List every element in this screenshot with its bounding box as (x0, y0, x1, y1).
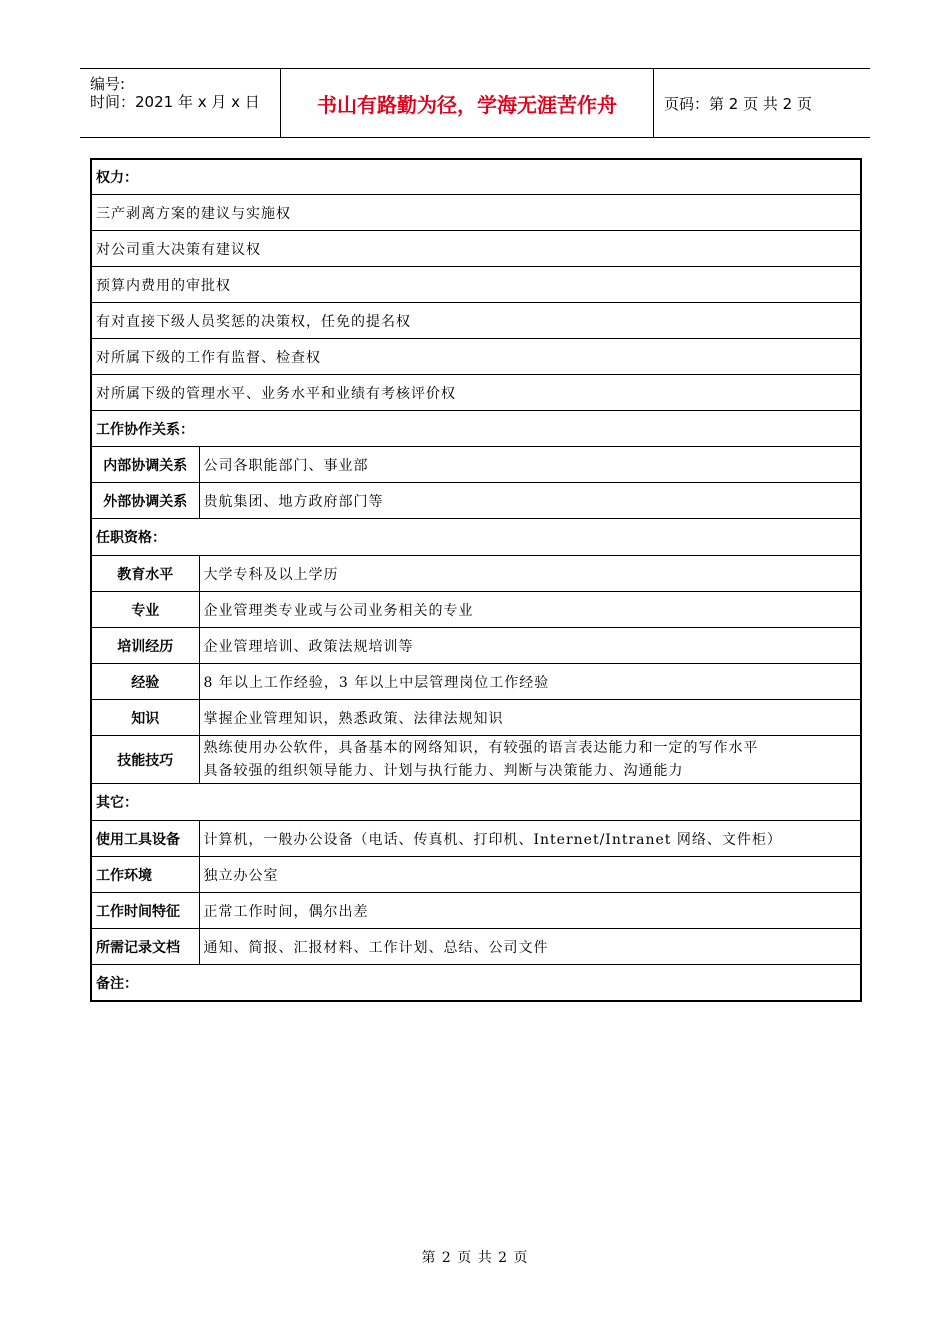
skills-value (199, 736, 861, 784)
section-row-relations (91, 411, 861, 447)
header-motto-cell (280, 69, 654, 137)
document-time-label: 时间：2021 年 x 月 x 日 (90, 93, 260, 111)
page-footer: 第 2 页 共 2 页 (421, 1250, 529, 1266)
qualification-label: 培训经历 (91, 628, 199, 664)
other-label: 使用工具设备 (91, 821, 199, 857)
section-title-qualifications: 任职资格： (91, 519, 861, 556)
skills-label: 技能技巧 (91, 736, 199, 784)
power-item: 三产剥离方案的建议与实施权 (91, 195, 861, 231)
table-row (91, 556, 861, 592)
list-item (91, 303, 861, 339)
document-number-label: 编号: (90, 75, 126, 93)
section-row-other (91, 784, 861, 821)
header-motto: 书山有路勤为径，学海无涯苦作舟 (317, 92, 617, 117)
list-item (91, 339, 861, 375)
other-value: 计算机，一般办公设备（电话、传真机、打印机、Internet/Intranet 网络、文件柜） (199, 821, 861, 857)
list-item (91, 375, 861, 411)
section-title-relations: 工作协作关系： (91, 411, 861, 447)
table-row (91, 736, 861, 784)
qualification-label: 知识 (91, 700, 199, 736)
other-label: 工作时间特征 (91, 893, 199, 929)
section-title-remarks: 备注： (91, 965, 861, 1002)
qualification-value: 掌握企业管理知识，熟悉政策、法律法规知识 (199, 700, 861, 736)
table-row (91, 929, 861, 965)
table-row (91, 628, 861, 664)
qualification-label: 教育水平 (91, 556, 199, 592)
table-row (91, 857, 861, 893)
list-item (91, 267, 861, 303)
list-item (91, 231, 861, 267)
job-description-table (90, 158, 862, 1002)
table-row (91, 592, 861, 628)
power-item: 预算内费用的审批权 (91, 267, 861, 303)
section-title-powers: 权力： (91, 159, 861, 195)
other-value: 独立办公室 (199, 857, 861, 893)
qualification-value: 企业管理类专业或与公司业务相关的专业 (199, 592, 861, 628)
document-header (80, 68, 870, 138)
section-row-qualifications (91, 519, 861, 556)
section-title-other: 其它： (91, 784, 861, 821)
skills-line: 熟练使用办公软件，具备基本的网络知识，有较强的语言表达能力和一定的写作水平 (203, 739, 759, 756)
other-label: 所需记录文档 (91, 929, 199, 965)
other-value: 正常工作时间，偶尔出差 (199, 893, 861, 929)
table-row (91, 664, 861, 700)
section-row-remarks (91, 965, 861, 1002)
relation-value: 贵航集团、地方政府部门等 (199, 483, 861, 519)
other-value: 通知、简报、汇报材料、工作计划、总结、公司文件 (199, 929, 861, 965)
other-label: 工作环境 (91, 857, 199, 893)
table-row (91, 821, 861, 857)
power-item: 对所属下级的工作有监督、检查权 (91, 339, 861, 375)
power-item: 对所属下级的管理水平、业务水平和业绩有考核评价权 (91, 375, 861, 411)
section-row-powers (91, 159, 861, 195)
relation-label: 内部协调关系 (91, 447, 199, 483)
relation-label: 外部协调关系 (91, 483, 199, 519)
page-indicator: 页码：第 2 页 共 2 页 (664, 94, 812, 113)
power-item: 对公司重大决策有建议权 (91, 231, 861, 267)
list-item (91, 195, 861, 231)
table-row (91, 483, 861, 519)
qualification-value: 8 年以上工作经验，3 年以上中层管理岗位工作经验 (199, 664, 861, 700)
qualification-label: 经验 (91, 664, 199, 700)
header-page-label (664, 69, 870, 137)
qualification-label: 专业 (91, 592, 199, 628)
relation-value: 公司各职能部门、事业部 (199, 447, 861, 483)
qualification-value: 企业管理培训、政策法规培训等 (199, 628, 861, 664)
table-row (91, 447, 861, 483)
qualification-value: 大学专科及以上学历 (199, 556, 861, 592)
power-item: 有对直接下级人员奖惩的决策权，任免的提名权 (91, 303, 861, 339)
table-row (91, 700, 861, 736)
table-row (91, 893, 861, 929)
skills-line: 具备较强的组织领导能力、计划与执行能力、判断与决策能力、沟通能力 (203, 762, 684, 779)
header-meta (80, 69, 280, 137)
